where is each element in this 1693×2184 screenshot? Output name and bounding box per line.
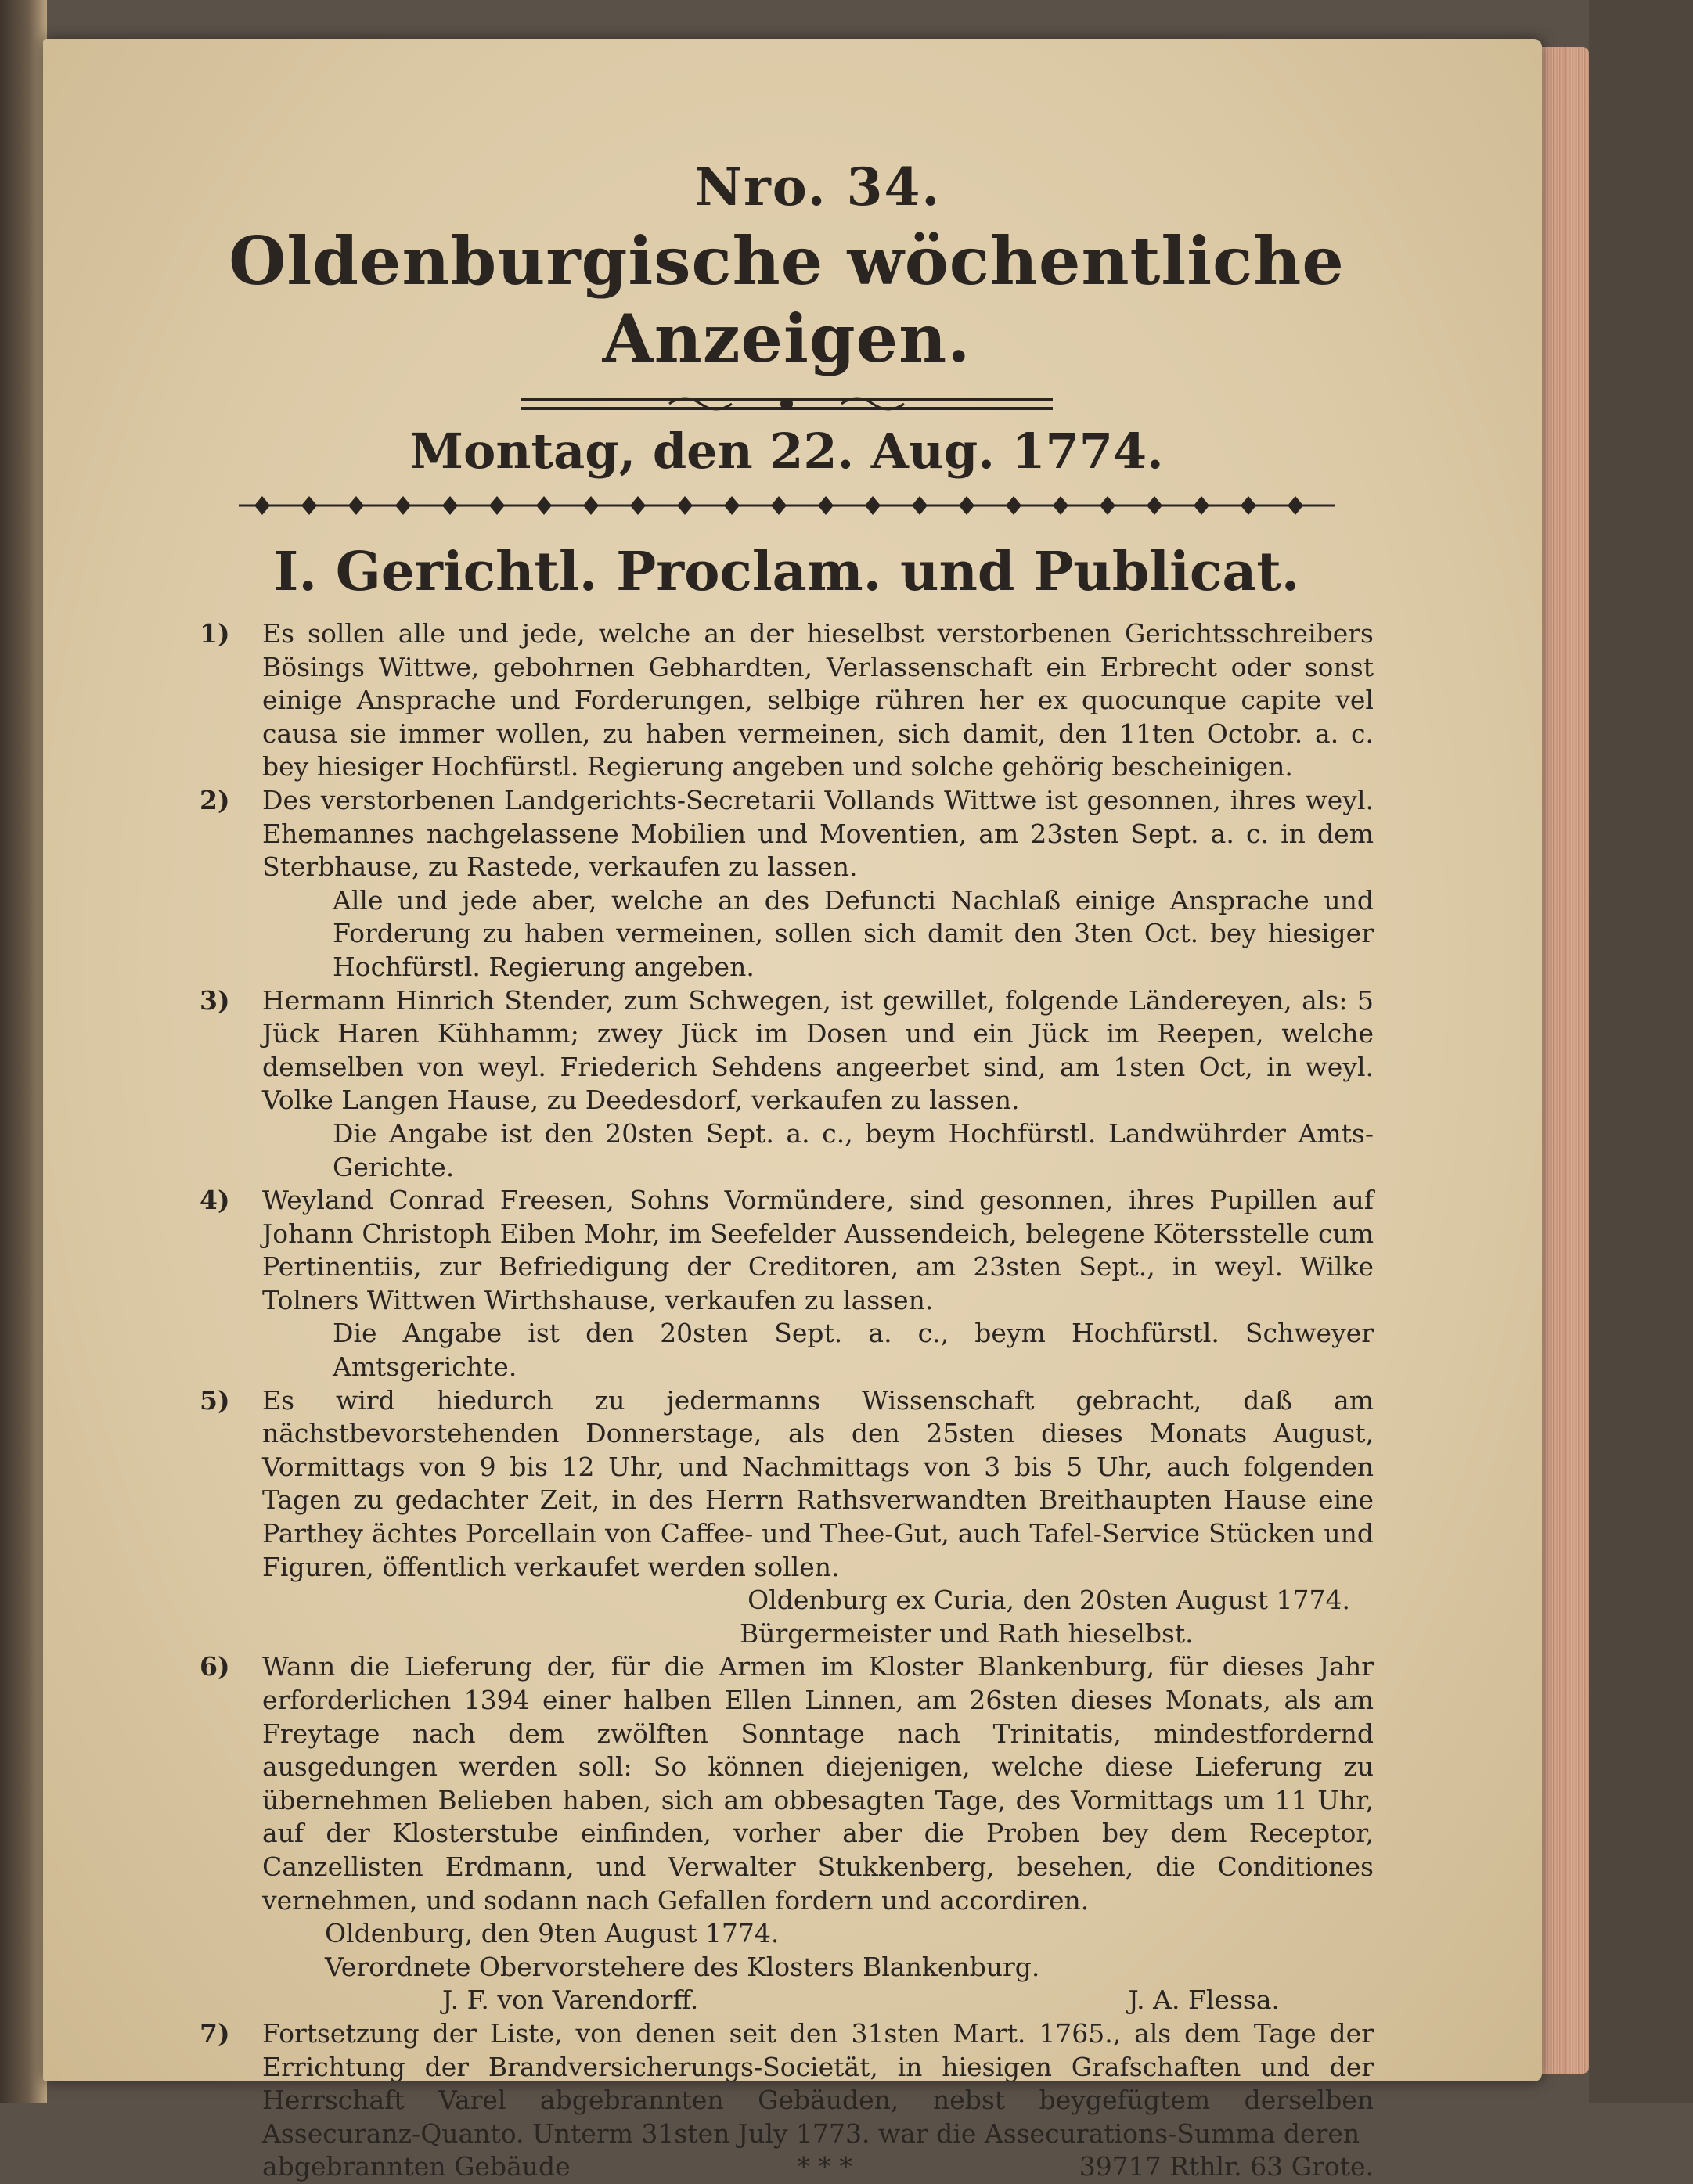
entry-subtext: Alle und jede aber, welche an des Defuncti Nachlaß einige Ansprache und Forderung zu haben vermeinen, sollen sich damit den 3ten Oct. bey hiesiger Hochfürstl. Regierung angeben.	[333, 884, 1374, 982]
amount-dots: * * *	[797, 2151, 852, 2182]
entry-3	[200, 984, 1374, 1185]
entry-place-date: Oldenburg ex Curia, den 20sten August 1774.	[747, 1585, 1350, 1616]
entry-text: Es wird hiedurch zu jedermanns Wissenschaft gebracht, daß am nächstbevorstehenden Donnerstage, als den 25sten dieses Monats August, Vormittags von 9 bis 12 Uhr, und Nachmittags von 3 bis 5 Uhr, auch folgenden Tagen zu gedachter Zeit, in des Herrn Rathsverwandten Breithaupten Hause eine Parthey ächtes Porcellain von Caffee- und Thee-Gut, auch Tafel-Service Stücken und Figuren, öffentlich verkaufet werden sollen.	[262, 1384, 1374, 1582]
entry-amount-line	[262, 2150, 1374, 2184]
ornament-bar-icon	[513, 393, 1061, 415]
issue-number: Nro. 34.	[694, 157, 942, 218]
section-title: I. Gerichtl. Proclam. und Publicat.	[273, 541, 1300, 603]
entry-2	[200, 784, 1374, 984]
masthead-ornament	[513, 393, 1061, 415]
entry-subtext: Die Angabe ist den 20sten Sept. a. c., beym Hochfürstl. Schweyer Amtsgerichte.	[333, 1318, 1374, 1383]
entry-7	[200, 2017, 1374, 2184]
entry-signer: Bürgermeister und Rath hieselbst.	[740, 1617, 1194, 1649]
entry-6	[200, 1650, 1374, 2017]
entry-number: 5)	[200, 1384, 230, 1416]
entry-number: 2)	[200, 784, 230, 815]
signature-right: J. A. Flessa.	[1128, 1984, 1280, 2016]
entry-text: Es sollen alle und jede, welche an der hieselbst verstorbenen Gerichtsschreibers Bösings Wittwe, gebohrnen Gebhardten, Verlassenschaft ein Erbrecht oder sonst einige Ansprache und Forderungen, selbige rühren her ex quocunque capite vel causa sie immer wollen, zu haben vermeinen, sich damit, den 11ten Octobr. a. c. bey hiesiger Hochfürstl. Regierung angeben und solche gehörig bescheinigen.	[262, 618, 1374, 783]
entry-1	[200, 617, 1374, 784]
entry-text: Des verstorbenen Landgerichts-Secretarii Vollands Wittwe ist gesonnen, ihres weyl. Ehemannes nachgelassene Mobilien und Moventien, am 23sten Sept. a. c. in dem Sterbhause, zu Rastede, verkaufen zu lassen.	[262, 784, 1374, 883]
background-right	[1589, 0, 1693, 2103]
entry-text: Fortsetzung der Liste, von denen seit den 31sten Mart. 1765., als dem Tage der Errichtung der Brandversicherungs-Societät, in hiesigen Grafschaften und der Herrschaft Varel abgebrannten Gebäuden, nebst beygefügtem derselben Assecuranz-Quanto. Unterm 31sten July 1773. war die Assecurations-Summa deren	[262, 2017, 1374, 2149]
entry-number: 1)	[200, 618, 230, 649]
entry-5	[200, 1384, 1374, 1651]
entry-signatures	[262, 1984, 1374, 2017]
ornamental-rule	[239, 492, 1335, 519]
dateline: Montag, den 22. Aug. 1774.	[409, 423, 1164, 480]
entry-text: Weyland Conrad Freesen, Sohns Vormündere, sind gesonnen, ihres Pupillen auf Johann Christoph Eiben Mohr, im Seefelder Aussendeich, belegene Kötersstelle cum Pertinentiis, zur Befriedigung der Creditoren, am 23sten Sept., in weyl. Wilke Tolners Wittwen Wirthshause, verkaufen zu lassen.	[262, 1185, 1374, 1315]
newspaper-page	[43, 39, 1542, 2182]
entry-signer: Verordnete Obervorstehere des Klosters Blankenburg.	[325, 1951, 1040, 1982]
entry-number: 6)	[200, 1651, 230, 1682]
ornamental-rule-icon	[239, 492, 1335, 519]
amount-value: 39717 Rthlr. 63 Grote.	[1079, 2151, 1374, 2182]
entry-text: Wann die Lieferung der, für die Armen im Kloster Blankenburg, für dieses Jahr erforderlichen 1394 einer halben Ellen Linnen, am 26sten dieses Monats, als am Freytage nach dem zwölften Sonntage nach Trinitatis, mindestfordernd ausgedungen werden soll: So können diejenigen, welche diese Lieferung zu übernehmen Belieben haben, sich am obbesagten Tage, des Vormittags um 11 Uhr, auf der Klosterstube einfinden, vorher aber die Proben bey dem Receptor, Canzellisten Erdmann, und Verwalter Stukkenberg, besehen, die Conditiones vernehmen, und sodann nach Gefallen fordern und accordiren.	[262, 1651, 1374, 1916]
amount-label: abgebrannten Gebäude	[262, 2151, 571, 2182]
entry-4	[200, 1184, 1374, 1384]
entry-number: 7)	[200, 2017, 230, 2049]
entry-number: 4)	[200, 1185, 230, 1216]
page-edges	[1534, 47, 1589, 2074]
masthead-title: Oldenburgische wöchentliche Anzeigen.	[229, 222, 1345, 377]
page-content	[200, 157, 1374, 2184]
signature-left: J. F. von Varendorff.	[442, 1984, 699, 2016]
entry-number: 3)	[200, 984, 230, 1016]
entry-text: Hermann Hinrich Stender, zum Schwegen, ist gewillet, folgende Ländereyen, als: 5 Jück Haren Kühhamm; zwey Jück im Dosen und ein Jück im Reepen, welche demselben von weyl. Friederich Sehdens angeerbet sind, am 1sten Oct, in weyl. Volke Langen Hause, zu Deedesdorf, verkaufen zu lassen.	[262, 984, 1374, 1116]
book-spine-left	[0, 0, 47, 2103]
entry-subtext: Die Angabe ist den 20sten Sept. a. c., beym Hochfürstl. Landwührder Amts-Gerichte.	[333, 1117, 1374, 1182]
entry-place-date: Oldenburg, den 9ten August 1774.	[325, 1918, 780, 1949]
